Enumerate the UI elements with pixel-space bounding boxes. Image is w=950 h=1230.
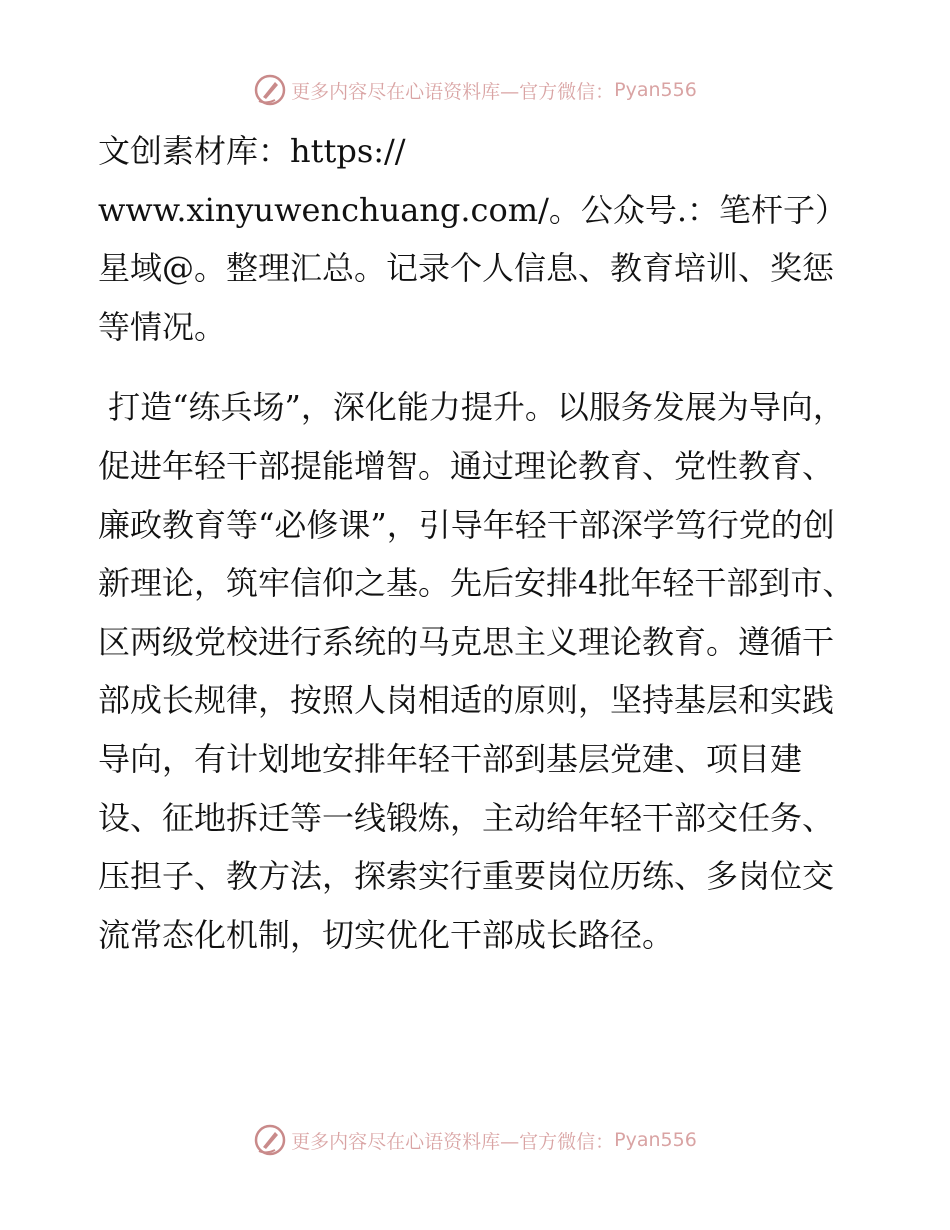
footer-watermark <box>0 1123 950 1157</box>
document-body <box>98 122 858 964</box>
paragraph-gap <box>98 356 858 378</box>
watermark-handle: Pyan556 <box>614 1129 697 1151</box>
watermark-text: 更多内容尽在心语资料库—官方微信： <box>291 80 615 103</box>
paragraph-2: 打造“练兵场”，深化能力提升。以服务发展为导向，促进年轻干部提能增智。通过理论教育、党性教育、廉政教育等“必修课”，引导年轻干部深学笃行党的创新理论，筑牢信仰之基。先后安排4批年轻干部到市、区两级党校进行系统的马克思主义理论教育。遵循干部成长规律，按照人岗相适的原则，坚持基层和实践导向，有计划地安排年轻干部到基层党建、项目建设、征地拆迁等一线锻炼，主动给年轻干部交任务、压担子、教方法，探索实行重要岗位历练、多岗位交流常态化机制，切实优化干部成长路径。 <box>98 388 855 954</box>
watermark-handle: Pyan556 <box>614 79 697 101</box>
watermark-text: 更多内容尽在心语资料库—官方微信： <box>291 1130 615 1153</box>
pen-logo-icon <box>253 73 287 107</box>
header-watermark <box>0 73 950 107</box>
pen-logo-icon <box>253 1123 287 1157</box>
paragraph-1: 文创素材库：https:// www.xinyuwenchuang.com/。公众号.：笔杆子）星域@。整理汇总。记录个人信息、教育培训、奖惩等情况。 <box>98 132 848 346</box>
